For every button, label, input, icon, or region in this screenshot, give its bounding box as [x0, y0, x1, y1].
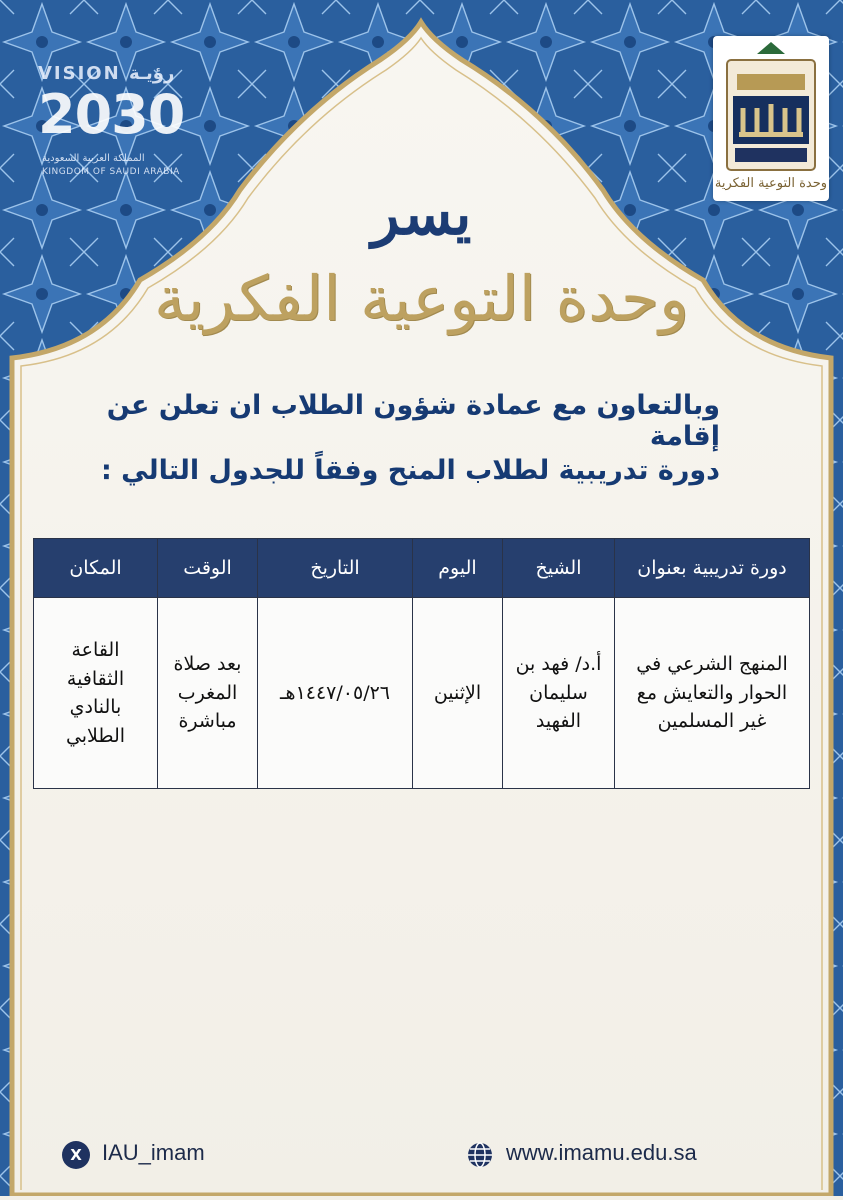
vision-label: VISION رؤيـة	[38, 63, 175, 84]
table-header-row	[34, 539, 810, 598]
globe-icon	[466, 1141, 494, 1169]
university-emblem-icon	[713, 40, 829, 175]
schedule-table	[33, 538, 810, 789]
cell-date: ١٤٤٧/٠٥/٢٦هـ	[258, 598, 413, 789]
table-row	[34, 598, 810, 789]
vision-year: 2030	[38, 83, 185, 146]
cell-time: بعد صلاة المغرب مباشرة	[158, 598, 258, 789]
cell-course-title: المنهج الشرعي في الحوار والتعايش مع غير المسلمين	[615, 598, 810, 789]
logo-unit-name: وحدة التوعية الفكرية	[714, 176, 828, 191]
cell-location: القاعة الثقافية بالنادي الطلابي	[34, 598, 158, 789]
header-date: التاريخ	[258, 539, 413, 598]
header-day: اليوم	[413, 539, 503, 598]
header-location: المكان	[34, 539, 158, 598]
intro-line-1: وبالتعاون مع عمادة شؤون الطلاب ان تعلن عن إقامة	[106, 390, 720, 452]
website-link[interactable]: www.imamu.edu.sa	[506, 1140, 697, 1165]
cell-sheikh: أ.د/ فهد بن سليمان الفهيد	[503, 598, 615, 789]
header-course-title: دورة تدريبية بعنوان	[615, 539, 810, 598]
footer-twitter[interactable]	[62, 1138, 282, 1172]
x-icon: X	[62, 1141, 90, 1169]
university-logo	[713, 36, 829, 201]
twitter-handle[interactable]: IAU_imam	[102, 1140, 205, 1165]
vision-2030-logo	[30, 55, 200, 180]
footer-website[interactable]	[466, 1138, 766, 1172]
cell-day: الإثنين	[413, 598, 503, 789]
header-sheikh: الشيخ	[503, 539, 615, 598]
vision-kingdom-ar: المملكة العربية السعودية	[42, 153, 145, 164]
header-time: الوقت	[158, 539, 258, 598]
unit-title: وحدة التوعية الفكرية	[154, 262, 689, 335]
vision-kingdom-en: KINGDOM OF SAUDI ARABIA	[42, 167, 180, 177]
announcement-yasur: يسر	[371, 180, 472, 248]
intro-line-2: دورة تدريبية لطلاب المنح وفقاً للجدول التالي :	[100, 455, 720, 486]
